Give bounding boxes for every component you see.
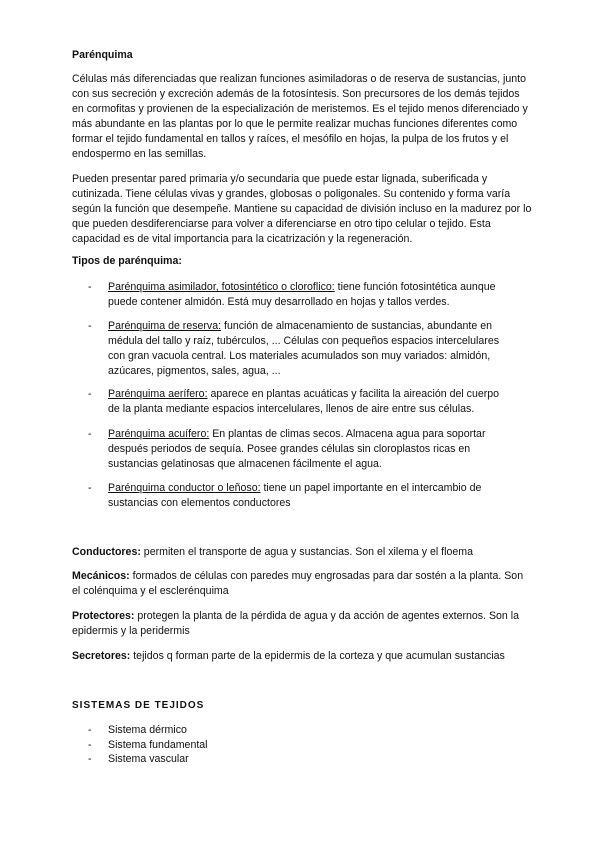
tissue-paragraph (72, 569, 532, 599)
tissue-term: Secretores: (72, 650, 131, 662)
type-desc: tiene función fotosintética aunque puede contener almidón. Está muy desarrollado en hojas y tallos verdes. (108, 281, 496, 308)
system-label: Sistema fundamental (108, 739, 208, 751)
list-dash: - (88, 739, 92, 751)
system-label: Sistema dérmico (108, 724, 187, 736)
system-label: Sistema vascular (108, 753, 189, 765)
type-term: Parénquima de reserva: (108, 320, 222, 332)
type-term: Parénquima asimilador, fotosintético o cloroflico: (108, 281, 335, 293)
tissue-paragraph (72, 609, 532, 639)
tissue-term: Mecánicos: (72, 570, 130, 582)
list-dash: - (88, 388, 92, 400)
list-dash: - (88, 482, 92, 494)
tissue-term: Conductores: (72, 546, 141, 558)
type-desc: tiene un papel importante en el intercambio de sustancias con elementos conductores (108, 482, 482, 509)
type-desc: función de almacenamiento de sustancias, abundante en médula del tallo y raíz, tubérculos, ... Células con pequeños espacios intercelulares con gran vacuola central. Los materiales acumulados son muy variados: almidón, azúcares, pigmentos, sales, agua, ... (108, 320, 500, 377)
systems-heading: SISTEMAS DE TEJIDOS (72, 700, 205, 711)
list-dash: - (88, 281, 92, 293)
tissue-desc: permiten el transporte de agua y sustancias. Son el xilema y el floema (140, 546, 473, 558)
type-term: Parénquima acuífero: (108, 428, 210, 440)
types-heading: Tipos de parénquima: (72, 255, 182, 267)
type-term: Parénquima aerífero: (108, 388, 208, 400)
list-dash: - (88, 320, 92, 332)
list-dash: - (88, 753, 92, 765)
tissue-term: Protectores: (72, 610, 135, 622)
list-dash: - (88, 724, 92, 736)
type-term: Parénquima conductor o leñoso: (108, 482, 261, 494)
tissue-paragraph (72, 649, 532, 664)
tissue-desc: protegen la planta de la pérdida de agua y da acción de agentes externos. Son la epidermis y la peridermis (72, 610, 520, 637)
section-title: Parénquima (72, 49, 133, 61)
tissue-paragraph (72, 545, 532, 560)
type-desc: En plantas de climas secos. Almacena agua para soportar después periodos de sequía. Posee grandes células sin cloroplastos ricas en sustancias gelatinosas que almacenen fácilmente el agua. (108, 428, 486, 470)
intro-paragraph: Células más diferenciadas que realizan funciones asimiladoras o de reserva de sustancias, junto con sus secreción y excreción además de la fotosíntesis. Son precursores de los demás tejidos en cormofitas y provienen de la especialización de meristemos. Es el tejido menos diferenciado y más abundante en las plantas por lo que le permite realizar muchas funciones diferentes como formar el tejido fundamental en tallos y raíces, el mesófilo en hojas, la pulpa de los frutos y el endospermo en las semillas. (72, 73, 528, 160)
tissue-desc: formados de células con paredes muy engrosadas para dar sostén a la planta. Son el colénquima y el esclerénquima (72, 570, 524, 597)
type-desc: aparece en plantas acuáticas y facilita la aireación del cuerpo de la planta mediante espacios intercelulares, llenos de aire entre sus células. (108, 388, 500, 415)
list-dash: - (88, 428, 92, 440)
wall-paragraph: Pueden presentar pared primaria y/o secundaria que puede estar lignada, suberificada y cutinizada. Tiene células vivas y grandes, globosas o poligonales. Su contenido y forma varía según la función que desempeñe. Mantiene su capacidad de división incluso en la madurez por lo que pueden desdiferenciarse para volver a diferenciarse en otro tipo celular o tejido. Esta capacidad es de vital importancia para la cicatrización y la regeneración. (72, 173, 532, 245)
tissue-desc: tejidos q forman parte de la epidermis de la corteza y que acumulan sustancias (130, 650, 505, 662)
